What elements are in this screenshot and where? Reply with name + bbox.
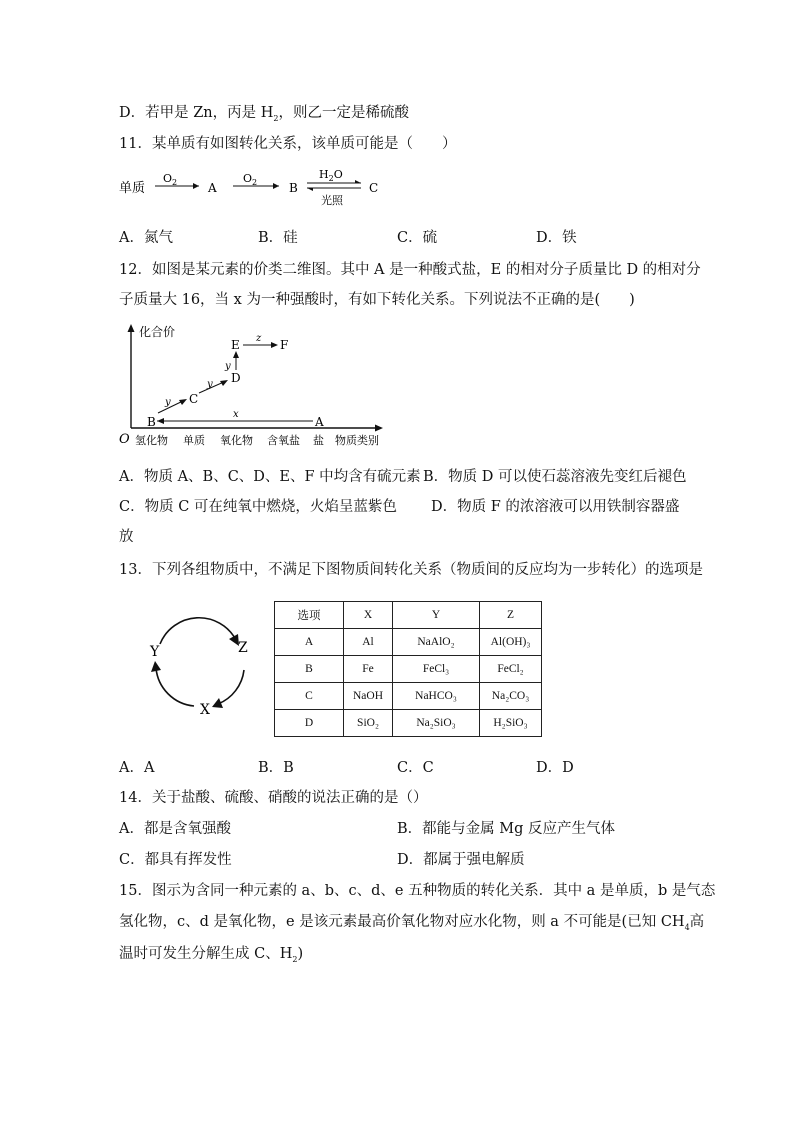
q15-line2-tail: 高 (689, 914, 705, 930)
category-salt: 盐 (313, 434, 324, 447)
table-cell: Fe (344, 656, 393, 683)
table-row (275, 710, 542, 737)
origin-label: O (119, 432, 130, 447)
arc-x-to-y (156, 668, 194, 706)
q11-start: 单质 (119, 181, 146, 196)
table-cell: Na₂CO₃ (480, 683, 542, 710)
node-d: D (231, 371, 241, 385)
table-cell: Al (344, 629, 393, 656)
cycle-node-y: Y (150, 644, 160, 660)
q12-stem-line1: 12．如图是某元素的价类二维图。其中 A 是一种酸式盐，E 的相对分子质量比 D 的相对分 (119, 262, 701, 278)
table-header: X (344, 602, 393, 629)
q11-o2-b: $O_2$ (243, 172, 258, 187)
q11-option-d[interactable]: D．铁 (536, 230, 577, 246)
q12-option-c[interactable]: C．物质 C 可在纯氧中燃烧，火焰呈蓝紫色 (119, 499, 397, 515)
table-cell: D (275, 710, 344, 737)
q12-option-a[interactable]: A．物质 A、B、C、D、E、F 中均含有硫元素 (119, 469, 421, 485)
q14-option-b[interactable]: B．都能与金属 Mg 反应产生气体 (397, 821, 616, 837)
table-header: 选项 (275, 602, 344, 629)
table-cell: B (275, 656, 344, 683)
q12-option-d-continued: 放 (119, 529, 134, 545)
table-cell: NaOH (344, 683, 393, 710)
label-y2: y (207, 379, 213, 390)
label-z: z (256, 333, 262, 344)
q11-arrow-back-head (307, 188, 313, 191)
table-cell: NaHCO₃ (393, 683, 480, 710)
q12-valence-chart (115, 320, 405, 450)
y-axis-arrow-icon (128, 324, 135, 332)
q13-stem: 13．下列各组物质中，不满足下图物质间转化关系（物质间的反应均为一步转化）的选项是 (119, 562, 703, 578)
arrow-e-to-f-head (271, 342, 278, 348)
q11-node-b: B (289, 181, 298, 195)
q15-stem-line1: 15．图示为含同一种元素的 a、b、c、d、e 五种物质的转化关系．其中 a 是单质，b 是气态 (119, 883, 716, 899)
q11-node-a: A (208, 181, 217, 195)
q11-stem: 11．某单质有如图转化关系，该单质可能是（ ） (119, 136, 457, 152)
table-header-row (275, 602, 542, 629)
table-row (275, 683, 542, 710)
q15-stem-line3 (119, 944, 303, 964)
arc-z-to-x (218, 670, 244, 704)
q14-option-d[interactable]: D．都属于强电解质 (397, 852, 525, 868)
q15-stem-line2 (119, 912, 704, 932)
label-x: x (233, 409, 239, 420)
q11-option-b[interactable]: B．硅 (258, 230, 298, 246)
table-cell: A (275, 629, 344, 656)
table-cell: FeCl₂ (480, 656, 542, 683)
table-cell: Al(OH)₃ (480, 629, 542, 656)
table-row (275, 656, 542, 683)
arc-y-to-z (160, 618, 236, 644)
category-oxysalt: 含氧盐 (267, 434, 300, 447)
arrow-a-to-b-head (157, 418, 164, 424)
table-cell: Na₂SiO₃ (393, 710, 480, 737)
q11-option-c[interactable]: C．硫 (397, 230, 438, 246)
q12-option-d[interactable]: D．物质 F 的浓溶液可以用铁制容器盛 (431, 499, 680, 515)
y-axis-label: 化合价 (139, 325, 176, 339)
q12-stem-line2: 子质量大 16，当 x 为一种强酸时，有如下转化关系。下列说法不正确的是( ) (119, 292, 635, 308)
table-cell: C (275, 683, 344, 710)
table-header: Z (480, 602, 542, 629)
table-header: Y (393, 602, 480, 629)
label-y3: y (225, 361, 231, 372)
node-c: C (189, 392, 199, 406)
table-cell: SiO₂ (344, 710, 393, 737)
cycle-node-x: X (200, 702, 210, 716)
q11-arrow-1-head (193, 183, 199, 189)
category-element: 单质 (183, 434, 205, 447)
q11-o2-a: $O_2$ (163, 172, 178, 187)
x-axis-arrow-icon (375, 425, 383, 432)
arc-x-to-y-head (151, 661, 161, 672)
q11-arrow-forward-head (355, 180, 361, 183)
q13-option-c[interactable]: C．C (397, 760, 434, 776)
q15-line3-tail: ) (297, 946, 304, 962)
table-cell: NaAlO₂ (393, 629, 480, 656)
label-y1: y (165, 397, 171, 408)
q13-option-a[interactable]: A．A (119, 760, 155, 776)
q10-option-d-text: D．若甲是 Zn，丙是 H (119, 105, 274, 121)
category-axis-title: 物质类别 (335, 434, 379, 447)
cycle-node-z: Z (238, 640, 248, 656)
q11-arrow-2-head (273, 183, 279, 189)
q13-cycle-diagram (146, 612, 258, 716)
table-row (275, 629, 542, 656)
q13-option-b[interactable]: B．B (258, 760, 294, 776)
q14-option-c[interactable]: C．都具有挥发性 (119, 852, 232, 868)
q10-option-d (119, 103, 409, 123)
q15-line3-text: 温时可发生分解生成 C、H (119, 946, 293, 962)
category-oxide: 氧化物 (220, 434, 253, 447)
q14-stem: 14．关于盐酸、硫酸、硝酸的说法正确的是（） (119, 790, 428, 806)
node-a: A (315, 415, 324, 429)
q11-option-a[interactable]: A．氮气 (119, 230, 173, 246)
q13-option-d[interactable]: D．D (536, 760, 574, 776)
q15-line2-text: 氢化物，c、d 是氧化物，e 是该元素最高价氧化物对应水化物，则 a 不可能是(已知 CH (119, 914, 685, 930)
node-f: F (280, 338, 289, 352)
q14-option-a[interactable]: A．都是含氧强酸 (119, 821, 231, 837)
q15-line3-sub: 2 (292, 954, 298, 964)
q11-diagram (115, 162, 395, 212)
node-b: B (147, 415, 156, 429)
q11-h2o: $H_2O$ (319, 168, 343, 183)
category-hydride: 氢化物 (135, 434, 168, 447)
q10-option-d-tail: ，则乙一定是稀硫酸 (278, 105, 409, 121)
q13-option-table (274, 601, 542, 737)
q11-light: 光照 (321, 194, 343, 207)
table-cell: FeCl₃ (393, 656, 480, 683)
arrow-d-to-e-head (233, 351, 239, 358)
q15-line2-sub: 4 (684, 922, 690, 932)
q12-option-b[interactable]: B．物质 D 可以使石蕊溶液先变红后褪色 (423, 469, 687, 485)
q10-option-d-sub: 2 (273, 113, 279, 123)
node-e: E (231, 338, 240, 352)
q11-node-c: C (369, 181, 379, 195)
table-cell: H₂SiO₃ (480, 710, 542, 737)
